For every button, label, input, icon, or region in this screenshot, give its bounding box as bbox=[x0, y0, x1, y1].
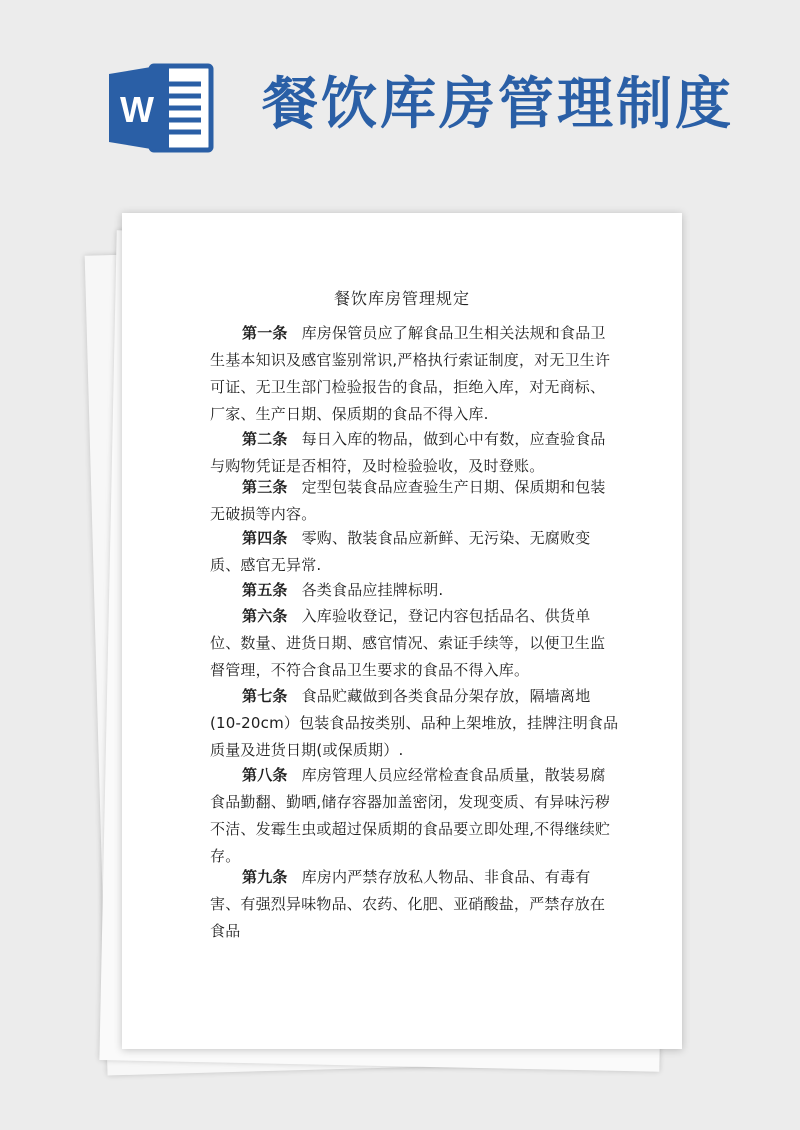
article-2 bbox=[210, 426, 620, 480]
document-title: 餐饮库房管理规定 bbox=[333, 289, 470, 308]
article-text: 库房内严禁存放私人物品、非食品、有毒有害、有强烈异味物品、农药、化肥、亚硝酸盐，严禁存放在食品 bbox=[210, 868, 606, 940]
article-text: 入库验收登记，登记内容包括品名、供货单位、数量、进货日期、感官情况、索证手续等，以便卫生监督管理，不符合食品卫生要求的食品不得入库。 bbox=[210, 607, 606, 679]
article-text: 库房保管员应了解食品卫生相关法规和食品卫生基本知识及感官鉴别常识,严格执行索证制度，对无卫生许可证、无卫生部门检验报告的食品，拒绝入库，对无商标、厂家、生产日期、保质期的食品不得入库. bbox=[210, 324, 611, 423]
article-number: 第七条 bbox=[242, 687, 288, 705]
article-1 bbox=[210, 320, 620, 428]
article-number: 第九条 bbox=[242, 868, 288, 886]
article-text: 定型包装食品应查验生产日期、保质期和包装无破损等内容。 bbox=[210, 478, 606, 523]
article-number: 第八条 bbox=[242, 766, 288, 784]
article-text: 零购、散装食品应新鲜、无污染、无腐败变质、感官无异常. bbox=[210, 529, 591, 574]
header-banner bbox=[0, 0, 800, 200]
article-5 bbox=[210, 577, 620, 604]
document-page bbox=[122, 213, 682, 1049]
article-text: 库房管理人员应经常检查食品质量，散装易腐食品勤翻、勤晒,储存容器加盖密闭，发现变质、有异味污秽不洁、发霉生虫或超过保质期的食品要立即处理,不得继续贮存。 bbox=[210, 766, 611, 865]
article-6 bbox=[210, 603, 620, 684]
article-4 bbox=[210, 525, 620, 579]
article-number: 第一条 bbox=[242, 324, 288, 342]
svg-text:W: W bbox=[120, 89, 154, 130]
article-number: 第二条 bbox=[242, 430, 288, 448]
article-9 bbox=[210, 864, 620, 945]
banner-title: 餐饮库房管理制度 bbox=[262, 71, 734, 137]
article-number: 第三条 bbox=[242, 478, 288, 496]
word-document-icon bbox=[107, 60, 217, 156]
article-text: 每日入库的物品，做到心中有数，应查验食品与购物凭证是否相符，及时检验验收，及时登账。 bbox=[210, 430, 606, 475]
article-number: 第五条 bbox=[242, 581, 288, 599]
article-text: 各类食品应挂牌标明. bbox=[301, 581, 444, 599]
article-8 bbox=[210, 762, 620, 870]
article-number: 第四条 bbox=[242, 529, 288, 547]
article-3 bbox=[210, 474, 620, 528]
article-text: 食品贮藏做到各类食品分架存放，隔墙离地(10-20cm）包装食品按类别、品种上架堆放，挂牌注明食品质量及进货日期(或保质期）. bbox=[210, 687, 619, 759]
article-7 bbox=[210, 683, 620, 764]
article-number: 第六条 bbox=[242, 607, 288, 625]
